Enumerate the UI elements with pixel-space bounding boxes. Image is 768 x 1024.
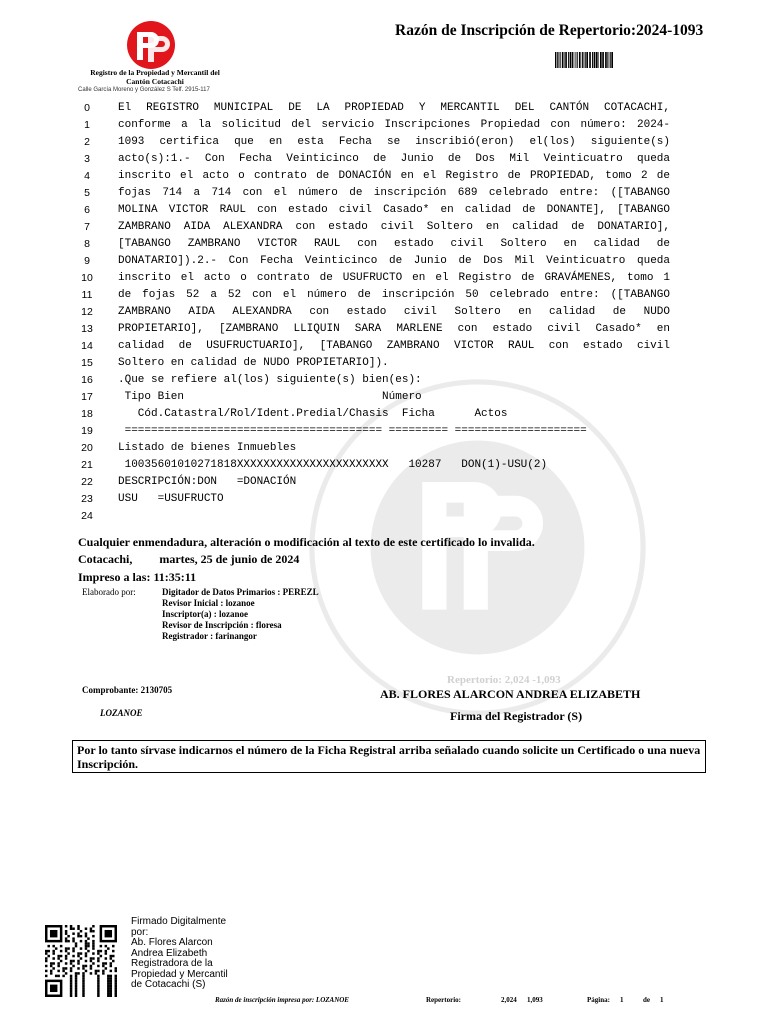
body-line: 1093 certifica que en esta Fecha se inscribió(eron) el(los) siguiente(s) — [118, 136, 670, 148]
line-number: 22 — [81, 476, 93, 488]
validity-notice: Cualquier enmendadura, alteración o modificación al texto de este certificado lo invalida. — [78, 535, 535, 549]
line-number: 1 — [84, 119, 90, 131]
footer-printed-by: Razón de inscripción impresa por: LOZANOE — [215, 996, 349, 1004]
footer-repertorio-number: 1,093 — [527, 996, 543, 1004]
repertorio-watermark: Repertorio: 2,024 -1,093 — [447, 674, 561, 686]
body-line: de fojas 52 a 52 con el número de inscripción 50 celebrado entre: ([TABANGO — [118, 289, 670, 301]
footer-page-of: de — [643, 996, 650, 1004]
staff-entry: Digitador de Datos Primarios : PEREZL — [162, 587, 319, 597]
footer-page-label: Página: — [587, 996, 610, 1004]
signature-line: Firmado Digitalmente — [131, 916, 227, 927]
footer-page-total: 1 — [660, 996, 664, 1004]
operator-name: LOZANOE — [100, 708, 143, 718]
line-number: 13 — [81, 323, 93, 335]
signature-line: Propiedad y Mercantil — [131, 968, 228, 980]
print-time: Impreso a las: 11:35:11 — [78, 570, 197, 584]
signature-label: Firma del Registrador (S) — [450, 709, 583, 723]
line-number: 7 — [84, 221, 90, 233]
staff-entry: Revisor de Inscripción : floresa — [162, 620, 282, 630]
line-numbers — [76, 100, 98, 525]
body-line: ZAMBRANO AIDA ALEXANDRA con estado civil Soltero en calidad de DONATARIO], — [118, 221, 670, 233]
body-line: El REGISTRO MUNICIPAL DE LA PROPIEDAD Y MERCANTIL DEL CANTÓN COTACACHI, — [118, 102, 670, 114]
body-line: acto(s):1.- Con Fecha Veinticinco de Junio de Dos Mil Veinticuatro queda — [118, 153, 670, 165]
line-number: 6 — [84, 204, 90, 216]
line-number: 10 — [81, 272, 93, 284]
line-number: 8 — [84, 238, 90, 250]
signature-line: por: — [131, 926, 149, 938]
line-number: 24 — [81, 510, 93, 522]
body-line: inscrito el acto o contrato de USUFRUCTO en el Registro de GRAVÁMENES, tomo 1 — [118, 272, 670, 284]
prepared-by-label: Elaborado por: — [82, 587, 136, 597]
body-line: ZAMBRANO AIDA ALEXANDRA con estado civil Soltero en calidad de NUDO — [118, 306, 670, 318]
staff-entry: Registrador : farinangor — [162, 631, 257, 641]
body-line: inscrito el acto o contrato de DONACIÓN en el Registro de PROPIEDAD, tomo 2 de — [118, 170, 670, 182]
body-line: PROPIETARIO], [ZAMBRANO LLIQUIN SARA MARLENE con estado civil Casado* en — [118, 323, 670, 335]
line-number: 9 — [84, 255, 90, 267]
line-number: 19 — [81, 425, 93, 437]
line-number: 17 — [81, 391, 93, 403]
instruction-box: Por lo tanto sírvase indicarnos el número de la Ficha Registral arriba señalado cuando solicite un Certificado o una nueva Inscripción. — [72, 740, 706, 773]
line-number: 5 — [84, 187, 90, 199]
body-line: MOLINA VICTOR RAUL con estado civil Casado* en calidad de DONANTE], [TABANGO — [118, 204, 670, 216]
line-number: 14 — [81, 340, 93, 352]
signature-line: de Cotacachi (S) — [131, 979, 206, 990]
line-number: 20 — [81, 442, 93, 454]
staff-entry: Revisor Inicial : lozanoe — [162, 598, 255, 608]
line-number: 3 — [84, 153, 90, 165]
qr-code — [42, 925, 120, 997]
body-line: Cód.Catastral/Rol/Ident.Predial/Chasis Ficha Actos — [118, 408, 508, 420]
line-number: 2 — [84, 136, 90, 148]
body-line: Tipo Bien Número — [118, 391, 422, 403]
line-number: 15 — [81, 357, 93, 369]
body-line: conforme a la solicitud del servicio Inscripciones Propiedad con número: 2024- — [118, 119, 670, 131]
org-address: Calle García Moreno y González S Telf. 2915-117 — [78, 87, 210, 93]
line-number: 16 — [81, 374, 93, 386]
org-name: Registro de la Propiedad y Mercantil del Cantón Cotacachi — [90, 68, 220, 86]
staff-entry: Inscriptor(a) : lozanoe — [162, 609, 248, 619]
body-line: calidad de USUFRUCTUARIO], [TABANGO ZAMBRANO VICTOR RAUL con estado civil — [118, 340, 670, 352]
registrar-name: AB. FLORES ALARCON ANDREA ELIZABETH — [380, 687, 641, 701]
body-line: ======================================= ========= ==================== — [118, 425, 587, 437]
line-number: 21 — [81, 459, 93, 471]
signature-line: Registradora de la — [131, 958, 213, 969]
body-line: DONATARIO]).2.- Con Fecha Veinticinco de Junio de Dos Mil Veinticuatro queda — [118, 255, 670, 267]
page-title: Razón de Inscripción de Repertorio:2024-1093 — [395, 22, 704, 39]
body-line — [118, 508, 670, 525]
line-number: 11 — [81, 289, 93, 301]
body-line: Listado de bienes Inmuebles — [118, 442, 297, 454]
body-line: 10035601010271818XXXXXXXXXXXXXXXXXXXXXXX 10287 DON(1)-USU(2) — [118, 459, 548, 471]
line-number: 4 — [84, 170, 90, 182]
staff-list — [162, 587, 319, 642]
line-number: 0 — [84, 102, 90, 114]
certificate-body — [118, 100, 670, 525]
footer-page-current: 1 — [620, 996, 624, 1004]
footer-repertorio-year: 2,024 — [501, 996, 517, 1004]
line-number: 12 — [81, 306, 93, 318]
signature-line: Andrea Elizabeth — [131, 947, 208, 959]
line-number: 23 — [81, 493, 93, 505]
body-line: .Que se refiere al(los) siguiente(s) bien(es): — [118, 374, 422, 386]
body-line: [TABANGO ZAMBRANO VICTOR RAUL con estado civil Soltero en calidad de — [118, 238, 670, 250]
line-number: 18 — [81, 408, 93, 420]
body-line: USU =USUFRUCTO — [118, 493, 224, 505]
signature-line: Ab. Flores Alarcon — [131, 937, 213, 948]
issue-date: Cotacachi, martes, 25 de junio de 2024 — [78, 552, 300, 566]
voucher-number: Comprobante: 2130705 — [82, 685, 173, 695]
barcode — [555, 52, 615, 68]
footer-repertorio-label: Repertorio: — [426, 996, 461, 1004]
body-line: Soltero en calidad de NUDO PROPIETARIO]). — [118, 357, 389, 369]
registry-logo — [124, 20, 178, 70]
digital-signature-text — [131, 917, 228, 991]
body-line: DESCRIPCIÓN:DON =DONACIÓN — [118, 476, 297, 488]
body-line: fojas 714 a 714 con el número de inscripción 689 celebrado entre: ([TABANGO — [118, 187, 670, 199]
